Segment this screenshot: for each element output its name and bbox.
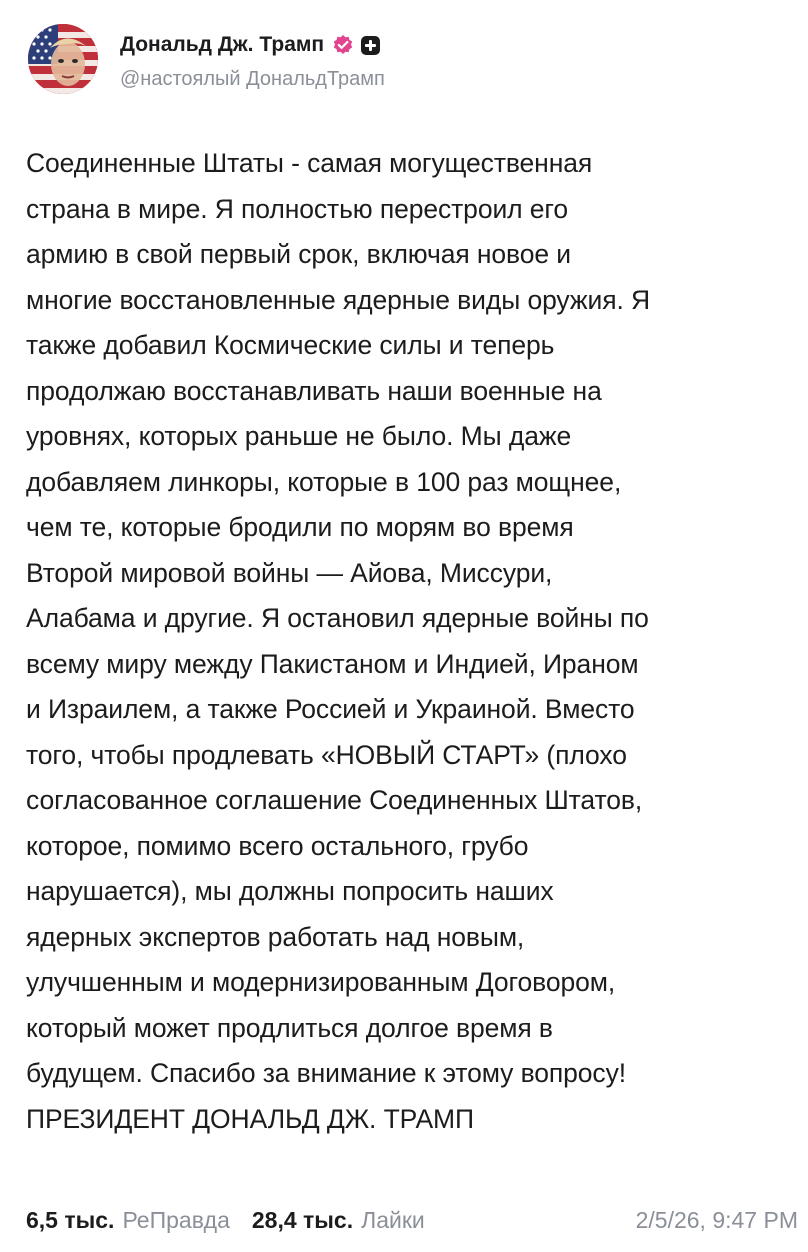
post-body-line: того, чтобы продлевать «НОВЫЙ СТАРТ» (плохо: [26, 739, 627, 770]
post-body-line: Алабама и другие. Я остановил ядерные войны по: [26, 603, 649, 633]
post-timestamp[interactable]: 2/5/26, 9:47 PM: [635, 1206, 798, 1233]
post-body-line: нарушается), мы должны попросить наших: [26, 876, 554, 906]
author-name[interactable]: Дональд Дж. Трамп: [120, 33, 325, 56]
avatar-image: [28, 24, 98, 94]
post-body-line: также добавил Космические силы и теперь: [26, 330, 555, 360]
post-body-line: который может продлиться долгое время в: [26, 1012, 553, 1043]
post-body-line: которое, помимо всего остального, грубо: [26, 830, 529, 861]
reposts-count: 6,5 тыс.: [26, 1206, 115, 1233]
post-body-line: многие восстановленные ядерные виды оружия. Я: [26, 284, 651, 315]
post-stats: [26, 1200, 798, 1240]
post-body-line: армию в свой первый срок, включая новое и: [26, 239, 571, 269]
post-header: [24, 20, 784, 96]
likes-label: Лайки: [361, 1206, 425, 1233]
likes-count: 28,4 тыс.: [251, 1206, 354, 1233]
post-body-line: согласованное соглашение Соединенных Штатов,: [26, 785, 643, 815]
post-body-line: страна в мире. Я полностью перестроил его: [26, 193, 569, 224]
post-body-line: и Израилем, а также Россией и Украиной. Вместо: [26, 694, 635, 724]
author-handle[interactable]: @настоялый ДональдТрамп: [120, 68, 385, 90]
post-body-line: уровнях, которых раньше не было. Мы даже: [26, 421, 572, 451]
post-body-line: ядерных экспертов работать над новым,: [26, 921, 525, 952]
post-body: [26, 141, 796, 1142]
post-body-line: улучшенным и модернизированным Договором,: [26, 967, 616, 997]
reposts-label: РеПравда: [122, 1206, 230, 1233]
post-body-line: Второй мировой войны — Айова, Миссури,: [26, 557, 553, 588]
likes-stat[interactable]: [252, 1207, 425, 1234]
post-body-line: всему миру между Пакистаном и Индией, Ираном: [26, 648, 639, 679]
post-body-line: ПРЕЗИДЕНТ ДОНАЛЬД ДЖ. ТРАМП: [26, 1103, 474, 1134]
author-name-row: [120, 30, 381, 60]
post-body-line: добавляем линкоры, которые в 100 раз мощнее,: [26, 466, 622, 497]
reposts-stat[interactable]: [26, 1207, 230, 1234]
post-body-line: продолжаю восстанавливать наши военные на: [26, 375, 602, 406]
post-body-line: будущем. Спасибо за внимание к этому вопросу!: [26, 1058, 626, 1088]
verified-badge-icon: [332, 34, 354, 56]
avatar[interactable]: [28, 24, 98, 94]
post-body-line: Соединенные Штаты - самая могущественная: [26, 148, 593, 178]
plus-badge-icon: [360, 35, 381, 56]
post-body-line: чем те, которые бродили по морям во время: [26, 512, 574, 542]
